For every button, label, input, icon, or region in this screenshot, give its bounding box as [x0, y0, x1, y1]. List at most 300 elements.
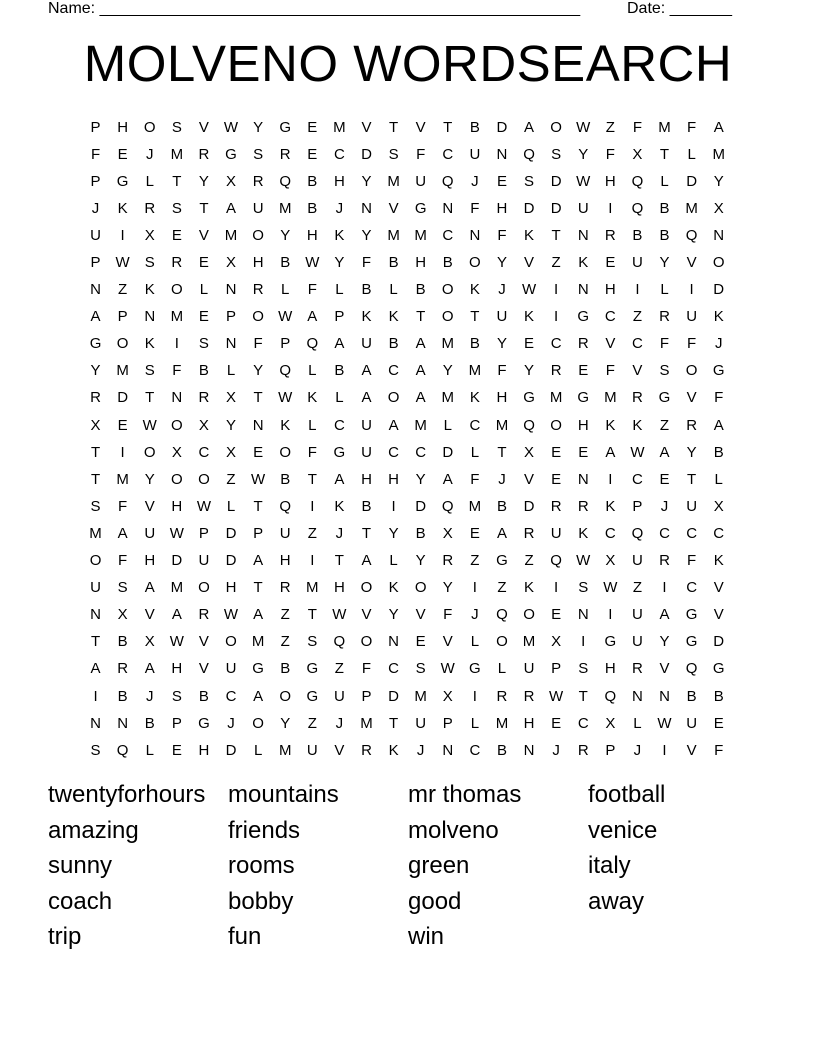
grid-letter[interactable]: T: [253, 497, 263, 515]
grid-letter[interactable]: W: [115, 254, 130, 272]
grid-letter[interactable]: H: [117, 118, 129, 136]
grid-letter[interactable]: B: [307, 172, 318, 190]
grid-letter[interactable]: I: [608, 199, 613, 217]
grid-letter[interactable]: H: [523, 714, 535, 732]
grid-letter[interactable]: G: [577, 389, 590, 407]
grid-letter[interactable]: D: [171, 552, 183, 570]
grid-letter[interactable]: R: [659, 552, 670, 570]
grid-letter[interactable]: V: [361, 606, 372, 624]
grid-letter[interactable]: D: [388, 687, 399, 705]
grid-letter[interactable]: R: [198, 389, 210, 407]
grid-letter[interactable]: Y: [361, 172, 372, 190]
grid-letter[interactable]: V: [713, 606, 724, 624]
grid-letter[interactable]: T: [470, 308, 480, 326]
grid-letter[interactable]: I: [581, 633, 586, 651]
grid-letter[interactable]: P: [198, 524, 209, 542]
grid-letter[interactable]: U: [415, 172, 427, 190]
grid-letter[interactable]: N: [388, 633, 399, 651]
grid-letter[interactable]: V: [388, 199, 399, 217]
grid-letter[interactable]: B: [280, 470, 291, 488]
grid-letter[interactable]: O: [279, 443, 292, 461]
grid-letter[interactable]: O: [523, 606, 535, 624]
grid-letter[interactable]: U: [523, 660, 535, 678]
grid-letter[interactable]: K: [524, 308, 535, 326]
grid-letter[interactable]: S: [578, 660, 589, 678]
grid-letter[interactable]: A: [334, 335, 345, 353]
grid-letter[interactable]: P: [605, 741, 616, 759]
grid-letter[interactable]: T: [416, 308, 426, 326]
grid-letter[interactable]: R: [686, 416, 698, 434]
grid-letter[interactable]: F: [687, 335, 697, 353]
grid-letter[interactable]: G: [333, 443, 346, 461]
grid-letter[interactable]: K: [361, 308, 372, 326]
grid-letter[interactable]: F: [605, 362, 615, 380]
grid-letter[interactable]: H: [604, 172, 616, 190]
grid-letter[interactable]: J: [471, 606, 479, 624]
grid-letter[interactable]: E: [578, 362, 589, 380]
grid-letter[interactable]: J: [145, 687, 154, 705]
grid-letter[interactable]: L: [199, 281, 209, 299]
grid-letter[interactable]: B: [388, 254, 399, 272]
grid-letter[interactable]: Y: [280, 226, 291, 244]
grid-letter[interactable]: U: [686, 714, 698, 732]
grid-letter[interactable]: W: [576, 172, 591, 190]
grid-letter[interactable]: P: [253, 524, 264, 542]
grid-letter[interactable]: J: [714, 335, 723, 353]
grid-letter[interactable]: P: [90, 172, 101, 190]
grid-letter[interactable]: T: [388, 118, 399, 136]
grid-letter[interactable]: S: [144, 254, 155, 272]
grid-letter[interactable]: T: [90, 470, 101, 488]
grid-letter[interactable]: C: [333, 416, 345, 434]
grid-letter[interactable]: Z: [307, 714, 317, 732]
grid-letter[interactable]: Z: [551, 254, 561, 272]
grid-letter[interactable]: I: [635, 281, 640, 299]
grid-letter[interactable]: A: [90, 660, 101, 678]
grid-letter[interactable]: S: [659, 362, 670, 380]
grid-letter[interactable]: V: [524, 254, 535, 272]
grid-letter[interactable]: E: [117, 416, 128, 434]
grid-letter[interactable]: U: [415, 714, 427, 732]
grid-letter[interactable]: X: [198, 416, 209, 434]
grid-letter[interactable]: F: [470, 199, 480, 217]
grid-letter[interactable]: D: [550, 199, 562, 217]
grid-letter[interactable]: R: [577, 741, 589, 759]
grid-letter[interactable]: X: [713, 497, 724, 515]
grid-letter[interactable]: W: [169, 633, 184, 651]
grid-letter[interactable]: V: [605, 335, 616, 353]
grid-letter[interactable]: V: [198, 118, 209, 136]
grid-letter[interactable]: U: [686, 308, 698, 326]
grid-letter[interactable]: X: [144, 633, 155, 651]
grid-letter[interactable]: S: [578, 579, 589, 597]
grid-letter[interactable]: C: [442, 145, 454, 163]
grid-letter[interactable]: B: [632, 226, 643, 244]
grid-letter[interactable]: O: [441, 281, 454, 299]
grid-letter[interactable]: I: [310, 552, 315, 570]
grid-letter[interactable]: O: [360, 579, 373, 597]
grid-letter[interactable]: M: [414, 416, 427, 434]
grid-letter[interactable]: L: [226, 362, 236, 380]
grid-letter[interactable]: W: [278, 389, 293, 407]
grid-letter[interactable]: R: [442, 552, 454, 570]
grid-letter[interactable]: Y: [415, 470, 426, 488]
grid-letter[interactable]: N: [361, 199, 372, 217]
grid-letter[interactable]: Y: [90, 362, 101, 380]
grid-letter[interactable]: Y: [198, 172, 209, 190]
grid-letter[interactable]: A: [361, 389, 372, 407]
grid-letter[interactable]: N: [90, 281, 101, 299]
grid-letter[interactable]: J: [335, 714, 344, 732]
grid-letter[interactable]: M: [468, 497, 482, 515]
grid-letter[interactable]: J: [552, 741, 560, 759]
grid-letter[interactable]: G: [306, 687, 319, 705]
grid-letter[interactable]: M: [251, 633, 265, 651]
grid-letter[interactable]: H: [361, 470, 372, 488]
grid-letter[interactable]: C: [469, 416, 481, 434]
grid-letter[interactable]: K: [524, 226, 535, 244]
grid-letter[interactable]: C: [604, 524, 616, 542]
grid-letter[interactable]: R: [659, 308, 670, 326]
grid-letter[interactable]: T: [388, 714, 399, 732]
grid-letter[interactable]: A: [496, 524, 507, 542]
grid-letter[interactable]: F: [118, 497, 128, 515]
grid-letter[interactable]: P: [551, 660, 562, 678]
grid-letter[interactable]: M: [170, 579, 184, 597]
grid-letter[interactable]: B: [415, 524, 426, 542]
grid-letter[interactable]: W: [142, 416, 157, 434]
grid-letter[interactable]: Y: [144, 470, 155, 488]
grid-letter[interactable]: H: [252, 254, 264, 272]
grid-letter[interactable]: R: [279, 145, 291, 163]
grid-letter[interactable]: V: [415, 118, 426, 136]
grid-letter[interactable]: S: [144, 362, 155, 380]
grid-letter[interactable]: F: [361, 254, 372, 272]
grid-letter[interactable]: E: [524, 335, 535, 353]
grid-letter[interactable]: P: [334, 308, 345, 326]
grid-letter[interactable]: K: [307, 389, 318, 407]
grid-letter[interactable]: F: [632, 118, 642, 136]
grid-letter[interactable]: K: [469, 281, 480, 299]
grid-letter[interactable]: J: [145, 145, 154, 163]
grid-letter[interactable]: T: [361, 524, 372, 542]
grid-letter[interactable]: Z: [334, 660, 344, 678]
grid-letter[interactable]: N: [171, 389, 183, 407]
grid-letter[interactable]: Y: [659, 633, 670, 651]
grid-letter[interactable]: Q: [604, 687, 617, 705]
grid-letter[interactable]: X: [226, 254, 237, 272]
grid-letter[interactable]: Y: [578, 145, 589, 163]
grid-letter[interactable]: G: [225, 145, 237, 163]
grid-letter[interactable]: O: [198, 470, 210, 488]
grid-letter[interactable]: U: [469, 145, 481, 163]
grid-letter[interactable]: C: [225, 687, 237, 705]
grid-letter[interactable]: G: [604, 633, 617, 651]
grid-letter[interactable]: X: [713, 199, 724, 217]
grid-letter[interactable]: V: [361, 118, 372, 136]
grid-letter[interactable]: E: [198, 254, 209, 272]
grid-letter[interactable]: E: [496, 172, 507, 190]
grid-letter[interactable]: F: [361, 660, 372, 678]
grid-letter[interactable]: Q: [116, 741, 129, 759]
grid-letter[interactable]: E: [307, 145, 318, 163]
grid-letter[interactable]: X: [226, 389, 237, 407]
grid-letter[interactable]: A: [713, 416, 724, 434]
grid-letter[interactable]: O: [170, 416, 183, 434]
grid-letter[interactable]: R: [577, 335, 589, 353]
grid-letter[interactable]: V: [442, 633, 453, 651]
grid-letter[interactable]: R: [144, 199, 156, 217]
grid-letter[interactable]: I: [608, 470, 613, 488]
grid-letter[interactable]: M: [495, 714, 509, 732]
grid-letter[interactable]: B: [442, 254, 453, 272]
grid-letter[interactable]: H: [577, 416, 589, 434]
grid-letter[interactable]: A: [253, 687, 264, 705]
grid-letter[interactable]: S: [415, 660, 426, 678]
grid-letter[interactable]: U: [632, 552, 643, 570]
grid-letter[interactable]: Z: [524, 552, 534, 570]
grid-letter[interactable]: M: [522, 633, 536, 651]
grid-letter[interactable]: A: [524, 118, 535, 136]
grid-letter[interactable]: M: [387, 172, 400, 190]
grid-letter[interactable]: Z: [632, 579, 642, 597]
grid-letter[interactable]: Y: [253, 362, 264, 380]
grid-letter[interactable]: T: [659, 145, 670, 163]
grid-letter[interactable]: X: [605, 714, 616, 732]
grid-letter[interactable]: T: [307, 470, 317, 488]
grid-letter[interactable]: C: [442, 226, 454, 244]
grid-letter[interactable]: A: [253, 606, 264, 624]
grid-letter[interactable]: R: [198, 606, 210, 624]
grid-letter[interactable]: P: [117, 308, 128, 326]
grid-letter[interactable]: H: [604, 281, 616, 299]
grid-letter[interactable]: Y: [280, 714, 291, 732]
grid-letter[interactable]: T: [334, 552, 344, 570]
grid-letter[interactable]: W: [278, 308, 293, 326]
grid-letter[interactable]: T: [443, 118, 453, 136]
grid-letter[interactable]: N: [225, 335, 237, 353]
grid-letter[interactable]: G: [279, 118, 292, 136]
grid-letter[interactable]: O: [360, 633, 373, 651]
grid-letter[interactable]: B: [686, 687, 697, 705]
grid-letter[interactable]: H: [225, 579, 237, 597]
grid-letter[interactable]: E: [198, 308, 209, 326]
grid-letter[interactable]: C: [388, 443, 399, 461]
grid-letter[interactable]: O: [116, 335, 129, 353]
grid-letter[interactable]: U: [361, 416, 372, 434]
grid-letter[interactable]: Y: [361, 226, 372, 244]
grid-letter[interactable]: I: [120, 226, 125, 244]
grid-letter[interactable]: W: [440, 660, 455, 678]
grid-letter[interactable]: G: [496, 552, 508, 570]
grid-letter[interactable]: D: [550, 172, 562, 190]
grid-letter[interactable]: R: [279, 579, 291, 597]
grid-letter[interactable]: K: [632, 416, 643, 434]
grid-letter[interactable]: J: [416, 741, 425, 759]
grid-letter[interactable]: N: [659, 687, 670, 705]
grid-letter[interactable]: B: [280, 660, 291, 678]
grid-letter[interactable]: K: [578, 254, 589, 272]
grid-letter[interactable]: B: [469, 118, 480, 136]
grid-letter[interactable]: A: [253, 552, 264, 570]
grid-letter[interactable]: B: [659, 226, 670, 244]
grid-letter[interactable]: N: [577, 281, 589, 299]
grid-letter[interactable]: M: [116, 470, 129, 488]
grid-letter[interactable]: T: [90, 443, 101, 461]
grid-letter[interactable]: I: [608, 606, 613, 624]
grid-letter[interactable]: O: [441, 308, 454, 326]
grid-letter[interactable]: M: [685, 199, 698, 217]
grid-letter[interactable]: E: [551, 714, 562, 732]
grid-letter[interactable]: B: [388, 335, 399, 353]
grid-letter[interactable]: B: [117, 687, 128, 705]
grid-letter[interactable]: Y: [442, 579, 453, 597]
grid-letter[interactable]: D: [361, 145, 372, 163]
grid-letter[interactable]: F: [307, 281, 317, 299]
grid-letter[interactable]: I: [554, 579, 559, 597]
grid-letter[interactable]: T: [145, 389, 155, 407]
grid-letter[interactable]: W: [521, 281, 537, 299]
grid-letter[interactable]: S: [90, 497, 101, 515]
grid-letter[interactable]: Y: [659, 254, 670, 272]
grid-letter[interactable]: M: [116, 362, 129, 380]
grid-letter[interactable]: C: [686, 579, 698, 597]
grid-letter[interactable]: V: [198, 660, 209, 678]
grid-letter[interactable]: R: [577, 497, 589, 515]
grid-letter[interactable]: W: [657, 714, 672, 732]
grid-letter[interactable]: Q: [631, 199, 644, 217]
grid-letter[interactable]: X: [524, 443, 535, 461]
grid-letter[interactable]: R: [252, 172, 264, 190]
grid-letter[interactable]: H: [171, 497, 183, 515]
grid-letter[interactable]: D: [523, 199, 535, 217]
grid-letter[interactable]: F: [118, 552, 128, 570]
grid-letter[interactable]: M: [306, 579, 319, 597]
grid-letter[interactable]: E: [171, 226, 182, 244]
grid-letter[interactable]: J: [633, 741, 642, 759]
grid-letter[interactable]: F: [714, 741, 724, 759]
grid-letter[interactable]: M: [441, 389, 455, 407]
grid-letter[interactable]: C: [388, 660, 399, 678]
grid-letter[interactable]: Q: [523, 416, 535, 434]
grid-letter[interactable]: O: [550, 416, 562, 434]
grid-letter[interactable]: F: [172, 362, 182, 380]
grid-letter[interactable]: V: [686, 389, 697, 407]
grid-letter[interactable]: R: [632, 389, 643, 407]
grid-letter[interactable]: W: [305, 254, 320, 272]
grid-letter[interactable]: T: [578, 687, 588, 705]
grid-letter[interactable]: L: [281, 281, 290, 299]
grid-letter[interactable]: R: [496, 687, 508, 705]
grid-letter[interactable]: D: [225, 524, 237, 542]
grid-letter[interactable]: I: [554, 308, 559, 326]
grid-letter[interactable]: O: [170, 470, 183, 488]
grid-letter[interactable]: V: [334, 741, 345, 759]
grid-letter[interactable]: O: [279, 687, 292, 705]
grid-letter[interactable]: T: [199, 199, 209, 217]
grid-letter[interactable]: B: [280, 254, 291, 272]
grid-letter[interactable]: W: [576, 118, 591, 136]
grid-letter[interactable]: T: [253, 389, 263, 407]
grid-letter[interactable]: E: [659, 470, 670, 488]
grid-letter[interactable]: B: [659, 199, 670, 217]
grid-letter[interactable]: K: [713, 552, 724, 570]
grid-letter[interactable]: F: [605, 145, 615, 163]
grid-letter[interactable]: Q: [631, 172, 644, 190]
grid-letter[interactable]: G: [685, 606, 698, 624]
grid-letter[interactable]: Z: [605, 118, 615, 136]
grid-letter[interactable]: E: [713, 714, 724, 732]
grid-letter[interactable]: N: [523, 741, 535, 759]
grid-letter[interactable]: L: [633, 714, 642, 732]
grid-letter[interactable]: L: [443, 416, 452, 434]
grid-letter[interactable]: D: [713, 281, 725, 299]
grid-letter[interactable]: S: [551, 145, 562, 163]
grid-letter[interactable]: D: [415, 497, 427, 515]
grid-letter[interactable]: H: [333, 172, 345, 190]
grid-letter[interactable]: D: [523, 497, 535, 515]
grid-letter[interactable]: M: [278, 199, 292, 217]
grid-letter[interactable]: U: [632, 254, 643, 272]
grid-letter[interactable]: U: [198, 552, 210, 570]
grid-letter[interactable]: X: [226, 443, 237, 461]
grid-letter[interactable]: Z: [280, 633, 290, 651]
grid-letter[interactable]: F: [90, 145, 101, 163]
grid-letter[interactable]: M: [333, 118, 346, 136]
grid-letter[interactable]: A: [144, 579, 155, 597]
grid-letter[interactable]: E: [551, 606, 562, 624]
grid-letter[interactable]: L: [660, 172, 669, 190]
grid-letter[interactable]: B: [198, 687, 209, 705]
grid-letter[interactable]: Y: [713, 172, 724, 190]
grid-letter[interactable]: Z: [226, 470, 236, 488]
grid-letter[interactable]: G: [306, 660, 319, 678]
grid-letter[interactable]: I: [662, 741, 667, 759]
grid-letter[interactable]: Y: [496, 335, 507, 353]
grid-letter[interactable]: D: [713, 633, 725, 651]
grid-letter[interactable]: G: [712, 362, 725, 380]
grid-letter[interactable]: A: [334, 470, 345, 488]
grid-letter[interactable]: L: [389, 552, 398, 570]
grid-letter[interactable]: B: [117, 633, 128, 651]
grid-letter[interactable]: M: [170, 145, 184, 163]
grid-letter[interactable]: V: [415, 606, 426, 624]
grid-letter[interactable]: K: [605, 416, 616, 434]
grid-letter[interactable]: G: [658, 389, 671, 407]
grid-letter[interactable]: M: [387, 226, 400, 244]
grid-letter[interactable]: X: [226, 172, 237, 190]
grid-letter[interactable]: S: [198, 335, 209, 353]
grid-letter[interactable]: N: [90, 714, 101, 732]
grid-letter[interactable]: O: [198, 579, 210, 597]
grid-letter[interactable]: U: [144, 524, 156, 542]
grid-letter[interactable]: U: [90, 226, 101, 244]
grid-letter[interactable]: R: [252, 281, 264, 299]
grid-letter[interactable]: S: [90, 741, 101, 759]
grid-letter[interactable]: C: [632, 470, 643, 488]
grid-letter[interactable]: R: [632, 660, 643, 678]
grid-letter[interactable]: E: [551, 470, 562, 488]
grid-letter[interactable]: C: [713, 524, 725, 542]
grid-letter[interactable]: H: [306, 226, 318, 244]
grid-letter[interactable]: U: [306, 741, 318, 759]
grid-letter[interactable]: W: [603, 579, 618, 597]
grid-letter[interactable]: E: [415, 633, 426, 651]
grid-letter[interactable]: N: [90, 606, 101, 624]
grid-letter[interactable]: G: [685, 633, 698, 651]
grid-letter[interactable]: Z: [632, 308, 642, 326]
grid-letter[interactable]: U: [279, 524, 291, 542]
